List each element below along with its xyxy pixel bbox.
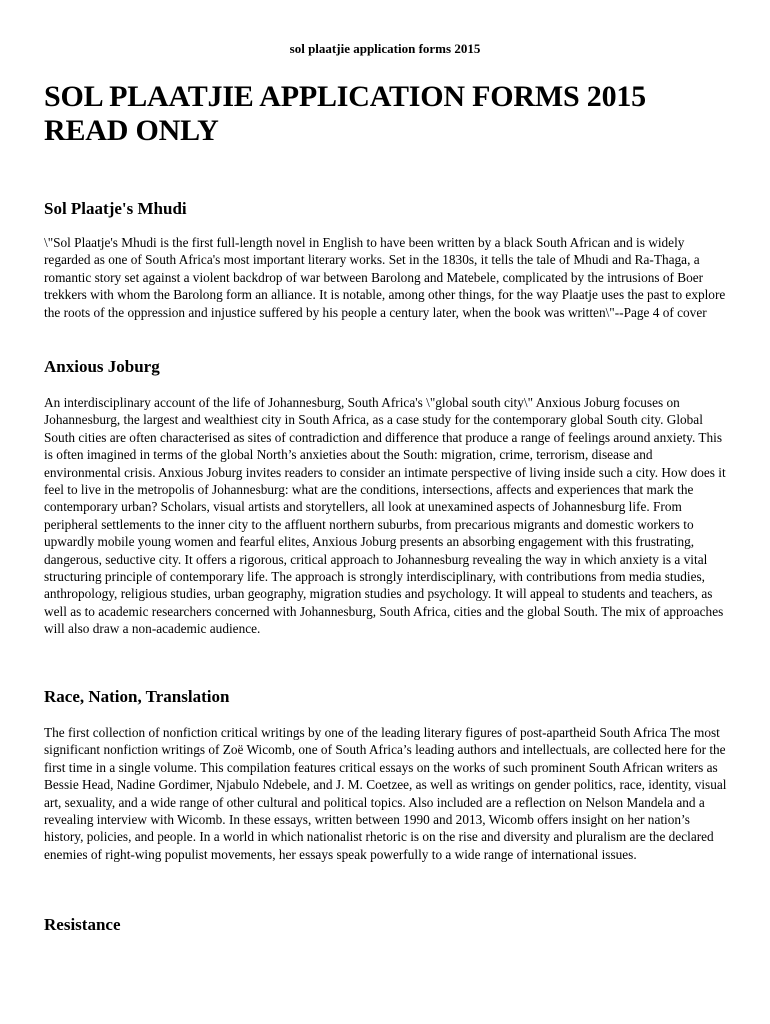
running-header: sol plaatjie application forms 2015	[289, 41, 481, 56]
section-body: The first collection of nonfiction critical writings by one of the leading literary figures of post-apartheid South Africa The most significant nonfiction writings of Zoë Wicomb, one of South Africa’s leading authors and intellectuals, are collected here for the first time in a single volume. This compilation features critical essays on the works of such prominent South African writers as Bessie Head, Nadine Gordimer, Njabulo Ndebele, and J. M. Coetzee, as well as writings on gender politics, race, identity, visual art, sexuality, and a wide range of other cultural and political topics. Also included are a reflection on Nelson Mandela and a revealing interview with Wicomb. In these essays, written between 1990 and 2013, Wicomb offers insight on her nation’s history, policies, and people. In a world in which nationalist rhetoric is on the rise and diversity and pluralism are the declared enemies of right-wing populist movements, her essays speak powerfully to a wide range of international issues.	[44, 725, 727, 862]
section-anxious-joburg	[44, 357, 727, 638]
section-body: An interdisciplinary account of the life of Johannesburg, South Africa's \"global south city\" Anxious Joburg focuses on Johannesburg, the largest and wealthiest city in South Africa, as a case study for the contemporary global South city. Global South cities are often characterised as sites of contradiction and difference that produce a range of feelings around anxiety. This is often imagined in terms of the global North’s anxieties about the South: migration, crime, terrorism, disease and environmental crisis. Anxious Joburg invites readers to consider an intimate perspective of living inside such a city. How does it feel to live in the metropolis of Johannesburg: what are the conditions, intersections, affects and experiences that mark the contemporary urban? Scholars, visual artists and storytellers, all look at unexamined aspects of Johannesburg life. From peripheral settlements to the inner city to the affluent northern suburbs, from precarious migrants and domestic workers to upwardly mobile young women and fearful elites, Anxious Joburg presents an absorbing engagement with this frustrating, dangerous, seductive city. It offers a rigorous, critical approach to Johannesburg revealing the way in which anxiety is a vital structuring principle of contemporary life. The approach is strongly interdisciplinary, with contributions from media studies, anthropology, religious studies, urban geography, migration studies and psychology. It will appeal to students and teachers, as well as to academic researchers concerned with Johannesburg, South Africa, cities and the global South. The mix of approaches will also draw a non-academic audience.	[44, 395, 726, 637]
section-race-nation-translation	[44, 687, 727, 863]
section-heading: Race, Nation, Translation	[44, 687, 230, 706]
section-mhudi	[44, 199, 727, 321]
section-heading: Anxious Joburg	[44, 357, 160, 376]
page-title: SOL PLAATJIE APPLICATION FORMS 2015 READ ONLY	[44, 80, 646, 147]
section-resistance	[44, 915, 727, 935]
section-body: \"Sol Plaatje's Mhudi is the first full-length novel in English to have been written by a black South African and is widely regarded as one of South Africa's most important literary works. Set in the 1830s, it tells the tale of Mhudi and Ra-Thaga, a romantic story set against a violent backdrop of war between Barolong and Matebele, complicated by the intrusions of Boer trekkers with whom the Barolong form an alliance. It is notable, among other things, for the way Plaatje uses the past to explore the roots of the oppression and injustice suffered by his people a century later, when the book was written\"--Page 4 of cover	[44, 235, 726, 320]
section-heading: Resistance	[44, 915, 121, 934]
section-heading: Sol Plaatje's Mhudi	[44, 199, 187, 218]
